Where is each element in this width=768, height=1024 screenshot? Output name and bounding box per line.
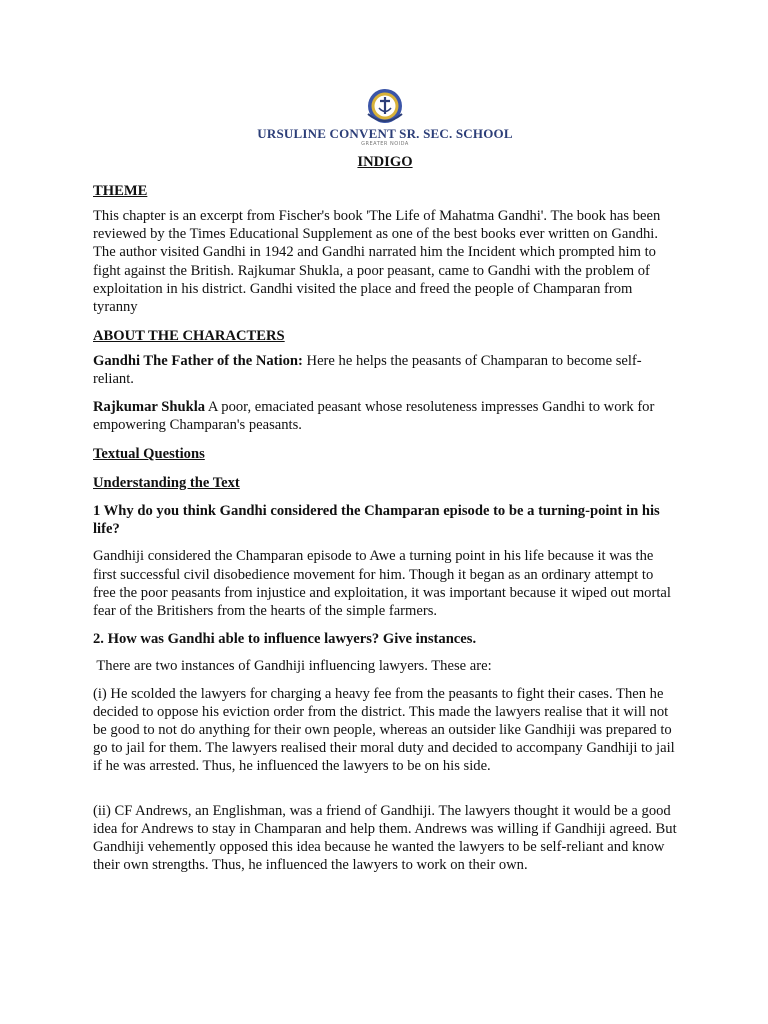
character-shukla-name: Rajkumar Shukla <box>93 398 206 415</box>
answer-1: Gandhiji considered the Champaran episode to Awe a turning point in his life because it was the first successful civil disobedience movement for him. Though it began as an ordinary attempt to free the poor peasants from injustice and exploitation, it was important because it wiped out mortal fear of the Britishers from the hearts of the simple farmers. <box>93 548 671 620</box>
document-title: INDIGO <box>357 154 413 170</box>
question-1: 1 Why do you think Gandhi considered the Champaran episode to be a turning-point in his life? <box>93 503 660 538</box>
school-header <box>53 86 717 148</box>
character-gandhi-name: Gandhi The Father of the Nation: <box>93 353 303 370</box>
understanding-heading: Understanding the Text <box>93 475 240 492</box>
character-shukla <box>93 398 677 434</box>
character-gandhi <box>93 352 677 388</box>
theme-paragraph: This chapter is an excerpt from Fischer's book 'The Life of Mahatma Gandhi'. The book has been reviewed by the Times Educational Supplement as one of the best books ever written on Gandhi. The author visited Gandhi in 1942 and Gandhi narrated him the Incident which prompted him to fight against the British. Rajkumar Shukla, a poor peasant, came to Gandhi with the problem of exploitation in his district. Gandhi visited the place and freed the people of Champaran from tyranny <box>93 208 661 316</box>
answer-2-intro: There are two instances of Gandhiji influencing lawyers. These are: <box>93 658 492 675</box>
school-location: GREATER NOIDA <box>361 141 409 147</box>
textual-questions-heading: Textual Questions <box>93 446 205 463</box>
school-crest-icon <box>359 86 411 126</box>
school-name: URSULINE CONVENT SR. SEC. SCHOOL <box>257 126 513 141</box>
question-2: 2. How was Gandhi able to influence lawyers? Give instances. <box>93 631 477 648</box>
character-shukla-text: A poor, emaciated peasant whose resoluteness impresses Gandhi to work for empowering Champaran's peasants. <box>93 398 655 433</box>
characters-heading: ABOUT THE CHARACTERS <box>93 328 285 345</box>
answer-2-instance-1: (i) He scolded the lawyers for charging a heavy fee from the peasants to fight their cases. Then he decided to oppose his eviction order from the district. This made the lawyers realise that it will not be good to not do anything for their own people, whereas an outsider like Gandhiji was prepared to go to jail for them. The lawyers realised their moral duty and decided to accompany Gandhiji to jail if he was arrested. Thus, he influenced the lawyers to be on his side. <box>93 685 675 775</box>
theme-heading: THEME <box>93 183 148 199</box>
document-page <box>93 86 677 874</box>
answer-2-instance-2: (ii) CF Andrews, an Englishman, was a friend of Gandhiji. The lawyers thought it would be a good idea for Andrews to stay in Champaran and help them. Andrews was willing if Gandhiji agreed. But Gandhiji vehemently opposed this idea because he wanted the lawyers to be self-reliant and know their own strengths. Thus, he influenced the lawyers to work on their own. <box>93 802 677 874</box>
character-gandhi-text: Here he helps the peasants of Champaran to become self-reliant. <box>93 353 642 388</box>
